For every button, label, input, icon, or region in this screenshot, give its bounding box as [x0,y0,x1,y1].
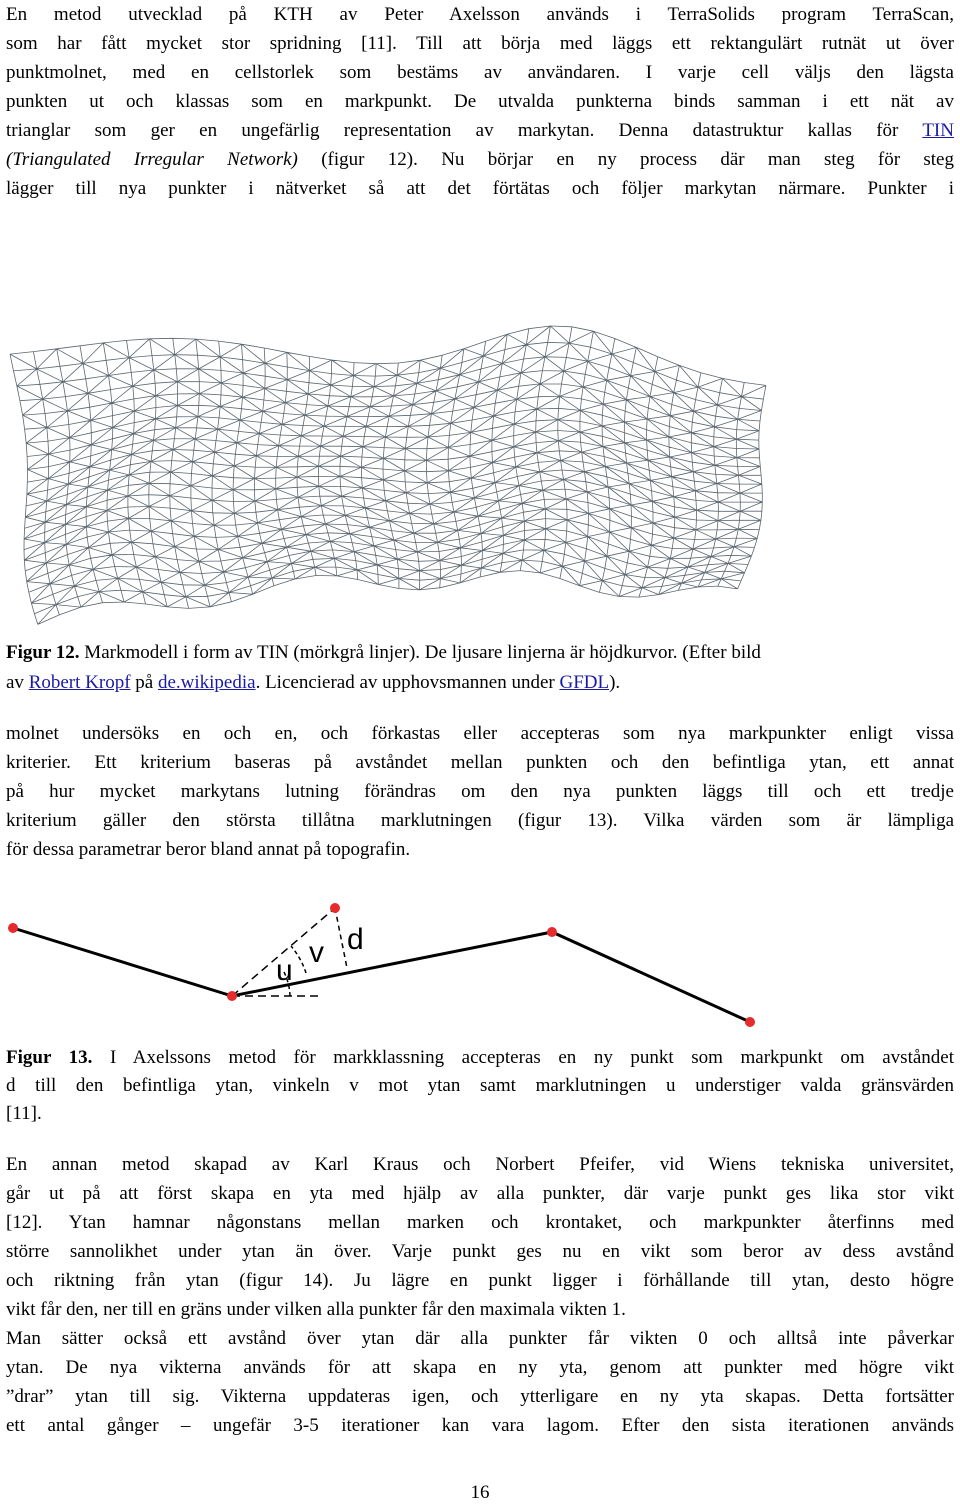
page-number: 16 [470,1482,490,1503]
caption-text: . Licencierad av upphovsmannen under [255,672,555,693]
text-line: för dessa parametrar beror bland annat på topografin. [6,839,411,860]
tin-mesh [10,326,766,624]
tin-edges [10,326,766,624]
label-v: v [309,936,324,969]
point-marker [8,923,18,933]
text-line: En annan metod skapad av Karl Kraus och Norbert Pfeifer, vid Wiens tekniska universitet, [6,1154,954,1175]
point-marker [330,903,340,913]
gfdl-link[interactable]: GFDL [559,672,610,693]
distance-line [335,908,347,968]
caption-line: d till den befintliga ytan, vinkeln v mot ytan samt marklutningen u understiger valda gränsvärden [6,1075,954,1096]
text-segment: trianglar som ger en ungefärlig representation av markytan. Denna datastruktur kallas för [6,120,899,141]
terrain-polyline [13,928,750,1022]
text-line: Man sätter också ett avstånd över ytan där alla punkter får vikten 0 och alltså inte påverkar [6,1328,954,1349]
point-marker [227,991,237,1001]
figure-label: Figur 12. [6,642,80,663]
caption-text: på [135,672,154,693]
caption-text: ). [609,672,621,693]
angle-arc-v [291,946,306,973]
text-line: kriterier. Ett kriterium baseras på avståndet mellan punkten och den befintliga ytan, ett annat [6,752,954,773]
label-u: u [276,954,293,987]
text-line: punkten ut och klassas som en markpunkt. De utvalda punkterna binds samman i ett nät av [6,91,954,112]
text-line: ”drar” ytan till sig. Vikterna uppdateras igen, och ytterligare en ny yta skapas. Detta fortsätter [6,1386,954,1407]
paragraph-criteria [6,719,954,864]
caption-line [6,668,954,698]
caption-text: Markmodell i form av TIN (mörkgrå linjer). De ljusare linjerna är höjdkurvor. (Efter bild [84,642,761,663]
text-line [6,145,954,174]
text-line: på hur mycket markytans lutning förändras om den nya punkten läggs till och ett tredje [6,781,954,802]
text-line: [12]. Ytan hamnar någonstans mellan marken och krontaket, och markpunkter återfinns med [6,1212,954,1233]
author-link[interactable]: Robert Kropf [28,672,131,693]
paragraph-weights [6,1324,954,1440]
axelsson-criteria-diagram [0,892,960,1032]
tin-fullname: (Triangulated Irregular Network) [6,149,298,170]
tin-link[interactable]: TIN [922,120,954,141]
paragraph-kraus-pfeifer [6,1150,954,1324]
text-line: punktmolnet, med en cellstorlek som bestäms av användaren. I varje cell väljs den lägsta [6,62,954,83]
point-marker [745,1017,755,1027]
figure-12-caption [6,638,954,698]
text-line: vikt får den, ner till en gräns under vilken alla punkter får den maximala vikten 1. [6,1299,626,1320]
text-line: större sannolikhet under ytan än över. Varje punkt ges nu en vikt som beror av dess avstånd [6,1241,954,1262]
figure-label: Figur 13. [6,1047,93,1068]
text-line [6,116,954,145]
paragraph-axelsson-intro [6,0,954,203]
figure-13-caption [6,1044,954,1128]
wikipedia-link[interactable]: de.wikipedia [157,672,256,693]
text-line: ytan. De nya vikterna används för att skapa en ny yta, genom att punkter med högre vikt [6,1357,954,1378]
label-d: d [347,923,364,956]
tin-mesh-figure [6,268,776,628]
text-line: som har fått mycket stor spridning [11]. Till att börja med läggs ett rektangulärt rutnät ut över [6,33,954,54]
text-segment: (figur 12). Nu börjar en ny process där man steg för steg [321,149,954,170]
text-line: och riktning från ytan (figur 14). Ju lägre en punkt ligger i förhållande till ytan, desto högre [6,1270,954,1291]
caption-line [6,1044,954,1072]
text-line: ett antal gånger – ungefär 3-5 iterationer kan vara lagom. Efter den sista iterationen används [6,1415,954,1436]
caption-line: [11]. [6,1103,42,1124]
caption-line [6,638,954,668]
text-line: En metod utvecklad på KTH av Peter Axelsson används i TerraSolids program TerraScan, [6,4,954,25]
caption-text: av [6,672,24,693]
caption-text: I Axelssons metod för markklassning accepteras en ny punkt som markpunkt om avståndet [109,1047,954,1068]
text-line: kriterium gäller den största tillåtna marklutningen (figur 13). Vilka värden som är lämpliga [6,810,954,831]
text-line: molnet undersöks en och en, och förkastas eller accepteras som nya markpunkter enligt vissa [6,723,954,744]
text-line: lägger till nya punkter i nätverket så att det förtätas och följer markytan närmare. Punkter i [6,178,954,199]
text-line: går ut på att först skapa en yta med hjälp av alla punkter, där varje punkt ges lika stor vikt [6,1183,954,1204]
point-marker [547,927,557,937]
